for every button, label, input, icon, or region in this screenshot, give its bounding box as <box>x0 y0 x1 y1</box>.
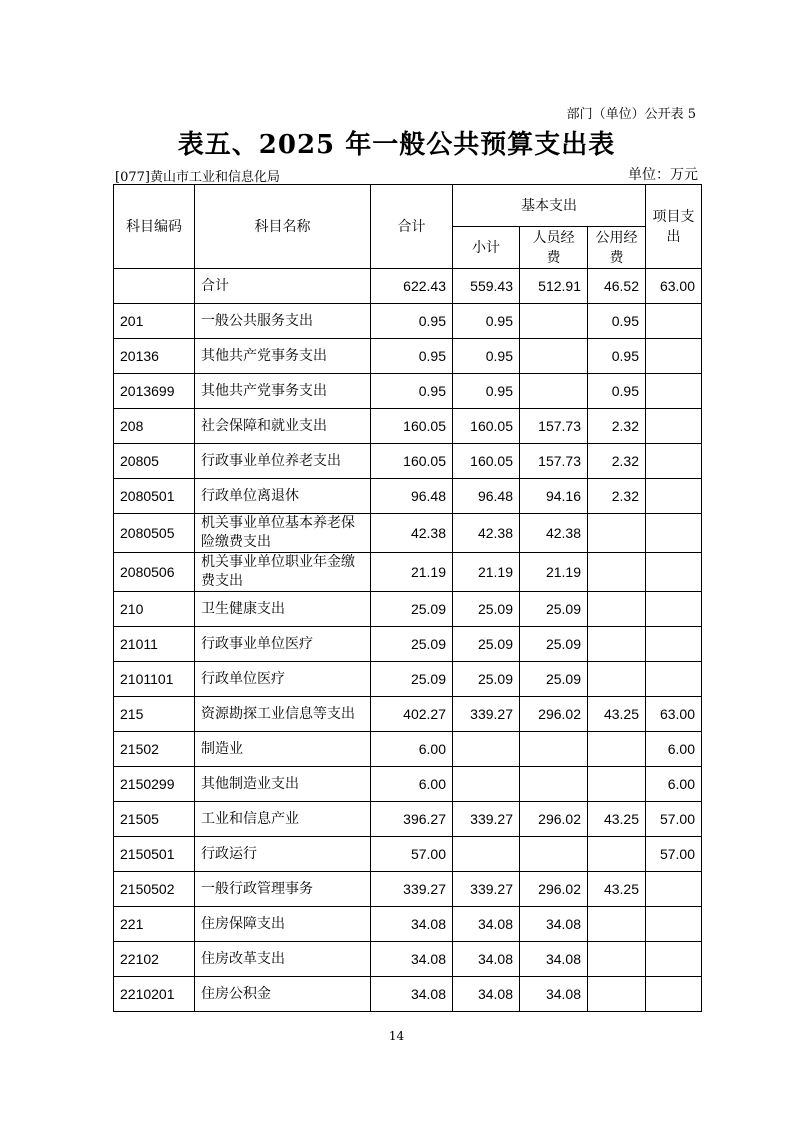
header-public: 公用经费 <box>588 227 646 269</box>
cell-total: 25.09 <box>371 592 453 627</box>
cell-personnel: 94.16 <box>520 479 588 514</box>
cell-subtotal: 0.95 <box>453 374 520 409</box>
table-row <box>114 872 702 907</box>
cell-subtotal: 34.08 <box>453 907 520 942</box>
cell-name: 一般行政管理事务 <box>195 872 371 907</box>
cell-project <box>646 977 702 1012</box>
cell-subtotal: 42.38 <box>453 514 520 553</box>
table-row <box>114 732 702 767</box>
cell-personnel: 34.08 <box>520 907 588 942</box>
cell-project: 57.00 <box>646 837 702 872</box>
header-total: 合计 <box>371 185 453 269</box>
cell-name: 其他制造业支出 <box>195 767 371 802</box>
cell-total: 25.09 <box>371 627 453 662</box>
cell-public <box>588 907 646 942</box>
table-row <box>114 444 702 479</box>
cell-project <box>646 627 702 662</box>
cell-project <box>646 479 702 514</box>
cell-code: 221 <box>114 907 195 942</box>
table-row <box>114 907 702 942</box>
cell-total: 0.95 <box>371 374 453 409</box>
cell-public: 46.52 <box>588 269 646 304</box>
cell-total: 21.19 <box>371 553 453 592</box>
table-row <box>114 802 702 837</box>
cell-project: 6.00 <box>646 732 702 767</box>
cell-subtotal <box>453 732 520 767</box>
cell-total: 42.38 <box>371 514 453 553</box>
cell-total: 160.05 <box>371 409 453 444</box>
cell-personnel <box>520 304 588 339</box>
cell-total: 6.00 <box>371 732 453 767</box>
cell-code <box>114 269 195 304</box>
cell-total: 34.08 <box>371 942 453 977</box>
cell-subtotal: 34.08 <box>453 942 520 977</box>
cell-name: 一般公共服务支出 <box>195 304 371 339</box>
cell-personnel: 157.73 <box>520 409 588 444</box>
cell-personnel: 25.09 <box>520 592 588 627</box>
cell-project: 63.00 <box>646 697 702 732</box>
cell-public: 43.25 <box>588 802 646 837</box>
cell-personnel: 296.02 <box>520 802 588 837</box>
cell-personnel: 296.02 <box>520 697 588 732</box>
cell-project <box>646 662 702 697</box>
cell-project <box>646 514 702 553</box>
cell-public: 2.32 <box>588 479 646 514</box>
cell-total: 6.00 <box>371 767 453 802</box>
cell-project: 63.00 <box>646 269 702 304</box>
table-row <box>114 942 702 977</box>
cell-code: 2150299 <box>114 767 195 802</box>
cell-code: 22102 <box>114 942 195 977</box>
cell-personnel: 512.91 <box>520 269 588 304</box>
cell-public <box>588 767 646 802</box>
cell-public: 2.32 <box>588 444 646 479</box>
cell-subtotal: 25.09 <box>453 662 520 697</box>
cell-project <box>646 592 702 627</box>
header-code: 科目编码 <box>114 185 195 269</box>
cell-code: 20136 <box>114 339 195 374</box>
cell-subtotal: 96.48 <box>453 479 520 514</box>
cell-public <box>588 592 646 627</box>
cell-total: 25.09 <box>371 662 453 697</box>
cell-name: 行政事业单位养老支出 <box>195 444 371 479</box>
cell-subtotal <box>453 837 520 872</box>
cell-total: 0.95 <box>371 339 453 374</box>
cell-subtotal: 339.27 <box>453 802 520 837</box>
cell-total: 402.27 <box>371 697 453 732</box>
cell-code: 2080505 <box>114 514 195 553</box>
cell-subtotal: 160.05 <box>453 409 520 444</box>
cell-subtotal: 339.27 <box>453 697 520 732</box>
cell-public <box>588 627 646 662</box>
header-name: 科目名称 <box>195 185 371 269</box>
table-row <box>114 409 702 444</box>
cell-personnel: 25.09 <box>520 662 588 697</box>
cell-public <box>588 662 646 697</box>
cell-code: 215 <box>114 697 195 732</box>
cell-public <box>588 553 646 592</box>
cell-name: 其他共产党事务支出 <box>195 374 371 409</box>
cell-name: 行政运行 <box>195 837 371 872</box>
cell-personnel: 296.02 <box>520 872 588 907</box>
cell-personnel <box>520 767 588 802</box>
cell-name: 住房改革支出 <box>195 942 371 977</box>
cell-personnel: 34.08 <box>520 977 588 1012</box>
cell-code: 2210201 <box>114 977 195 1012</box>
cell-name: 社会保障和就业支出 <box>195 409 371 444</box>
cell-subtotal: 21.19 <box>453 553 520 592</box>
cell-name: 行政单位离退休 <box>195 479 371 514</box>
cell-public: 2.32 <box>588 409 646 444</box>
cell-project: 6.00 <box>646 767 702 802</box>
cell-subtotal: 25.09 <box>453 592 520 627</box>
table-row <box>114 514 702 553</box>
cell-public <box>588 732 646 767</box>
cell-code: 2150501 <box>114 837 195 872</box>
cell-total: 0.95 <box>371 304 453 339</box>
table-row <box>114 269 702 304</box>
table-row <box>114 662 702 697</box>
table-row <box>114 553 702 592</box>
cell-public <box>588 942 646 977</box>
cell-total: 57.00 <box>371 837 453 872</box>
cell-public: 0.95 <box>588 339 646 374</box>
cell-project <box>646 304 702 339</box>
cell-name: 工业和信息产业 <box>195 802 371 837</box>
cell-public: 0.95 <box>588 374 646 409</box>
cell-code: 2101101 <box>114 662 195 697</box>
header-basic: 基本支出 <box>453 185 646 227</box>
cell-code: 21502 <box>114 732 195 767</box>
budget-table <box>113 184 702 1012</box>
cell-personnel <box>520 837 588 872</box>
cell-name: 住房保障支出 <box>195 907 371 942</box>
page-title: 表五、2025 年一般公共预算支出表 <box>177 130 616 160</box>
cell-public <box>588 977 646 1012</box>
cell-project <box>646 374 702 409</box>
cell-subtotal: 559.43 <box>453 269 520 304</box>
header-subtotal: 小计 <box>453 227 520 269</box>
page-number: 14 <box>388 1029 405 1043</box>
cell-total: 396.27 <box>371 802 453 837</box>
cell-personnel: 34.08 <box>520 942 588 977</box>
cell-name: 机关事业单位职业年金缴费支出 <box>195 553 371 592</box>
table-row <box>114 697 702 732</box>
cell-name: 行政事业单位医疗 <box>195 627 371 662</box>
cell-code: 2080506 <box>114 553 195 592</box>
cell-name: 机关事业单位基本养老保险缴费支出 <box>195 514 371 553</box>
cell-subtotal: 339.27 <box>453 872 520 907</box>
header-project: 项目支出 <box>646 185 702 269</box>
cell-subtotal: 0.95 <box>453 339 520 374</box>
cell-personnel: 157.73 <box>520 444 588 479</box>
cell-subtotal <box>453 767 520 802</box>
cell-name: 住房公积金 <box>195 977 371 1012</box>
table-row <box>114 479 702 514</box>
cell-subtotal: 34.08 <box>453 977 520 1012</box>
cell-code: 210 <box>114 592 195 627</box>
cell-subtotal: 160.05 <box>453 444 520 479</box>
cell-project: 57.00 <box>646 802 702 837</box>
cell-personnel: 21.19 <box>520 553 588 592</box>
cell-project <box>646 339 702 374</box>
cell-total: 96.48 <box>371 479 453 514</box>
cell-total: 622.43 <box>371 269 453 304</box>
table-body <box>114 269 702 1012</box>
table-row <box>114 837 702 872</box>
cell-project <box>646 942 702 977</box>
table-row <box>114 374 702 409</box>
unit-name: [077]黄山市工业和信息化局 <box>115 170 280 185</box>
table-row <box>114 627 702 662</box>
cell-project <box>646 444 702 479</box>
cell-public <box>588 837 646 872</box>
cell-code: 2013699 <box>114 374 195 409</box>
cell-code: 2150502 <box>114 872 195 907</box>
cell-name: 制造业 <box>195 732 371 767</box>
table-row <box>114 977 702 1012</box>
cell-code: 21505 <box>114 802 195 837</box>
cell-code: 201 <box>114 304 195 339</box>
cell-code: 2080501 <box>114 479 195 514</box>
table-row <box>114 767 702 802</box>
cell-code: 208 <box>114 409 195 444</box>
cell-public: 0.95 <box>588 304 646 339</box>
header-personnel: 人员经费 <box>520 227 588 269</box>
doc-label: 部门（单位）公开表 5 <box>566 107 696 122</box>
cell-subtotal: 0.95 <box>453 304 520 339</box>
cell-personnel <box>520 374 588 409</box>
cell-name: 卫生健康支出 <box>195 592 371 627</box>
cell-project <box>646 409 702 444</box>
cell-total: 34.08 <box>371 907 453 942</box>
cell-personnel: 25.09 <box>520 627 588 662</box>
cell-name: 资源勘探工业信息等支出 <box>195 697 371 732</box>
cell-personnel <box>520 339 588 374</box>
cell-name: 行政单位医疗 <box>195 662 371 697</box>
cell-personnel <box>520 732 588 767</box>
cell-total: 160.05 <box>371 444 453 479</box>
cell-code: 20805 <box>114 444 195 479</box>
cell-public <box>588 514 646 553</box>
cell-total: 34.08 <box>371 977 453 1012</box>
cell-project <box>646 907 702 942</box>
cell-subtotal: 25.09 <box>453 627 520 662</box>
cell-name: 合计 <box>195 269 371 304</box>
cell-public: 43.25 <box>588 872 646 907</box>
cell-project <box>646 872 702 907</box>
table-row <box>114 304 702 339</box>
cell-total: 339.27 <box>371 872 453 907</box>
cell-public: 43.25 <box>588 697 646 732</box>
cell-personnel: 42.38 <box>520 514 588 553</box>
cell-name: 其他共产党事务支出 <box>195 339 371 374</box>
cell-code: 21011 <box>114 627 195 662</box>
cell-project <box>646 553 702 592</box>
table-row <box>114 592 702 627</box>
unit-label: 单位：万元 <box>628 167 698 183</box>
table-row <box>114 339 702 374</box>
